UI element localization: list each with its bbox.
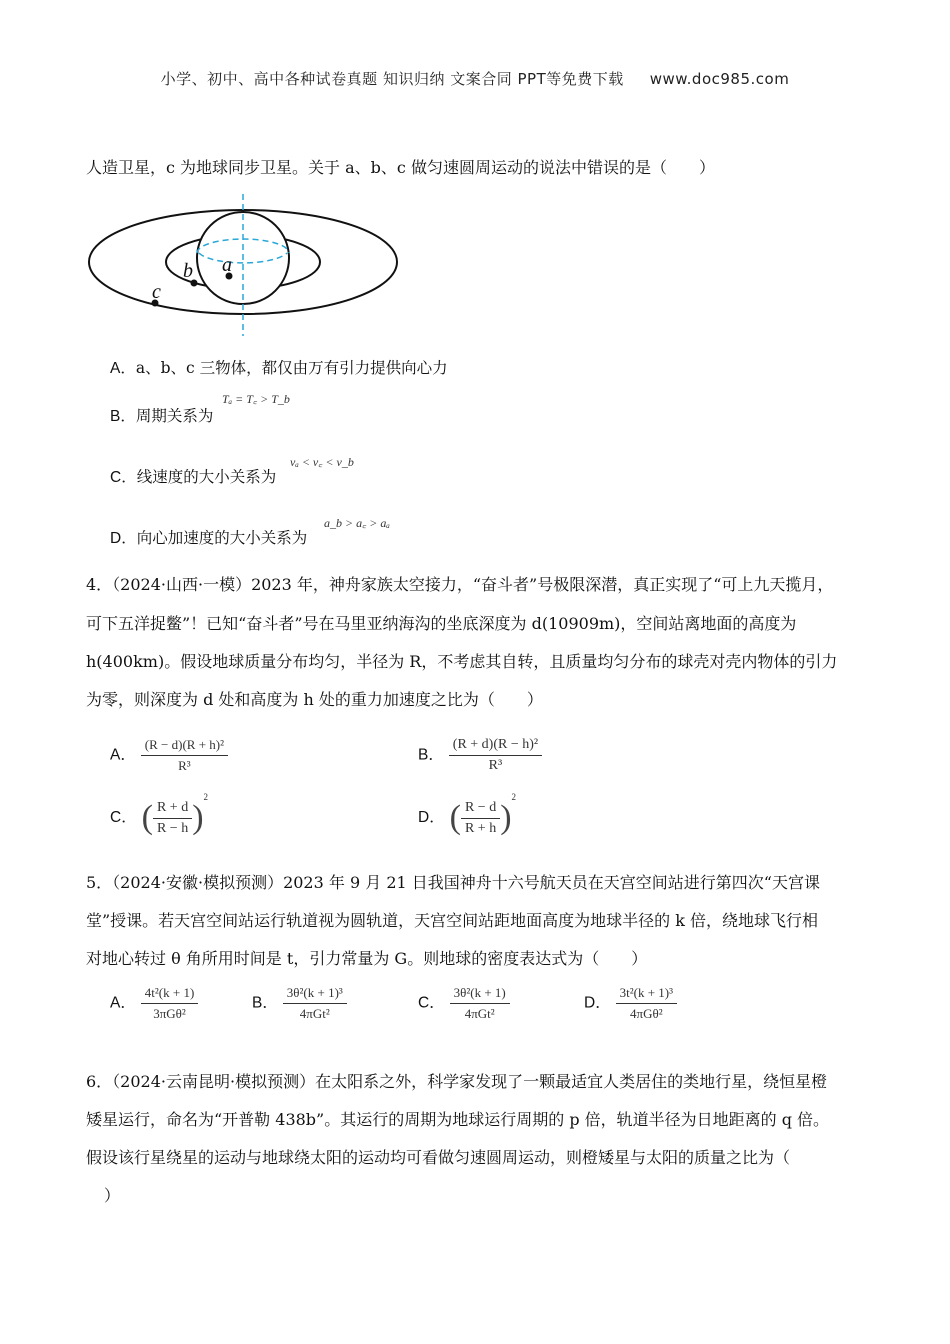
q5-option-a[interactable]: A． $\frac{\text{4t²(k + 1)}}{\text{3πGθ²}}$ xyxy=(110,985,198,1022)
page-header xyxy=(0,68,950,89)
header-site[interactable]: www.doc985.com xyxy=(649,70,790,88)
header-banner: 小学、初中、高中各种试卷真题 知识归纳 文案合同 PPT等免费下载 xyxy=(160,70,624,88)
q3-option-d-formula: a_b > a꜀ > aₐ xyxy=(324,516,390,530)
label-c: c xyxy=(152,281,161,303)
q4-line-4: 为零，则深度为 d 处和高度为 h 处的重力加速度之比为（ ） xyxy=(86,690,543,709)
q4-option-a[interactable]: A． $\frac{\text{(R − d)(R + h)²}}{\text{R³}}$ xyxy=(110,737,228,774)
label-b: b xyxy=(183,260,193,282)
q4-option-c[interactable]: C． ( $\frac{R + d}{R - h}$ )$^2$ xyxy=(110,792,209,836)
q6-line-3: 假设该行星绕星的运动与地球绕太阳的运动均可看做匀速圆周运动，则橙矮星与太阳的质量之比为（ xyxy=(86,1148,791,1167)
q5-option-c[interactable]: C． $\frac{\text{3θ²(k + 1)}}{\text{4πGt²}}$ xyxy=(418,985,510,1022)
q5-option-d[interactable]: D． $\frac{\text{3t²(k + 1)³}}{\text{4πGθ²}}$ xyxy=(584,985,677,1022)
q3-option-d[interactable]: D．向心加速度的大小关系为 xyxy=(110,529,308,547)
q4-line-2: 可下五洋捉鳖”！已知“奋斗者”号在马里亚纳海沟的坐底深度为 d(10909m)，空间站离地面的高度为 xyxy=(86,614,797,633)
label-a: a xyxy=(222,254,232,276)
q3-option-a[interactable]: A．a、b、c 三物体，都仅由万有引力提供向心力 xyxy=(110,359,448,377)
q5-line-3: 对地心转过 θ 角所用时间是 t，引力常量为 G。则地球的密度表达式为（ ） xyxy=(86,949,648,968)
q3-option-b[interactable]: B．周期关系为 xyxy=(110,407,214,425)
q3-option-c-formula: vₐ < v꜀ < v_b xyxy=(290,455,354,469)
q6-line-1: 6．（2024·云南昆明·模拟预测）在太阳系之外，科学家发现了一颗最适宜人类居住的类地行星，绕恒星橙 xyxy=(86,1072,828,1091)
q4-option-b[interactable]: B． $\frac{\text{(R + d)(R − h)²}}{\text{R³}}$ xyxy=(418,737,542,774)
q4-line-3: h(400km)。假设地球质量分布均匀，半径为 R，不考虑其自转，且质量均匀分布的球壳对壳内物体的引力 xyxy=(86,652,838,671)
q3-stem: 人造卫星，c 为地球同步卫星。关于 a、b、c 做匀速圆周运动的说法中错误的是（ ） xyxy=(86,158,715,177)
q3-option-b-formula: Tₐ = T꜀ > T_b xyxy=(222,392,290,406)
q4-line-1: 4．（2024·山西·一模）2023 年，神舟家族太空接力，“奋斗者”号极限深潜，真正实现了“可上九天揽月， xyxy=(86,575,834,594)
q5-option-b[interactable]: B． $\frac{\text{3θ²(k + 1)³}}{\text{4πGt²}}$ xyxy=(252,985,347,1022)
q5-line-1: 5．（2024·安徽·模拟预测）2023 年 9 月 21 日我国神舟十六号航天员在天宫空间站进行第四次“天宫课 xyxy=(86,873,820,892)
orbit-diagram xyxy=(86,190,406,340)
q3-option-c[interactable]: C．线速度的大小关系为 xyxy=(110,468,277,486)
q6-line-2: 矮星运行，命名为“开普勒 438b”。其运行的周期为地球运行周期的 p 倍，轨道半径为日地距离的 q 倍。 xyxy=(86,1110,830,1129)
q4-option-d[interactable]: D． ( $\frac{R - d}{R + h}$ )$^2$ xyxy=(418,792,517,836)
q6-line-4: ） xyxy=(104,1186,121,1205)
q5-line-2: 堂”授课。若天宫空间站运行轨道视为圆轨道，天宫空间站距地面高度为地球半径的 k 倍，绕地球飞行相 xyxy=(86,911,819,930)
